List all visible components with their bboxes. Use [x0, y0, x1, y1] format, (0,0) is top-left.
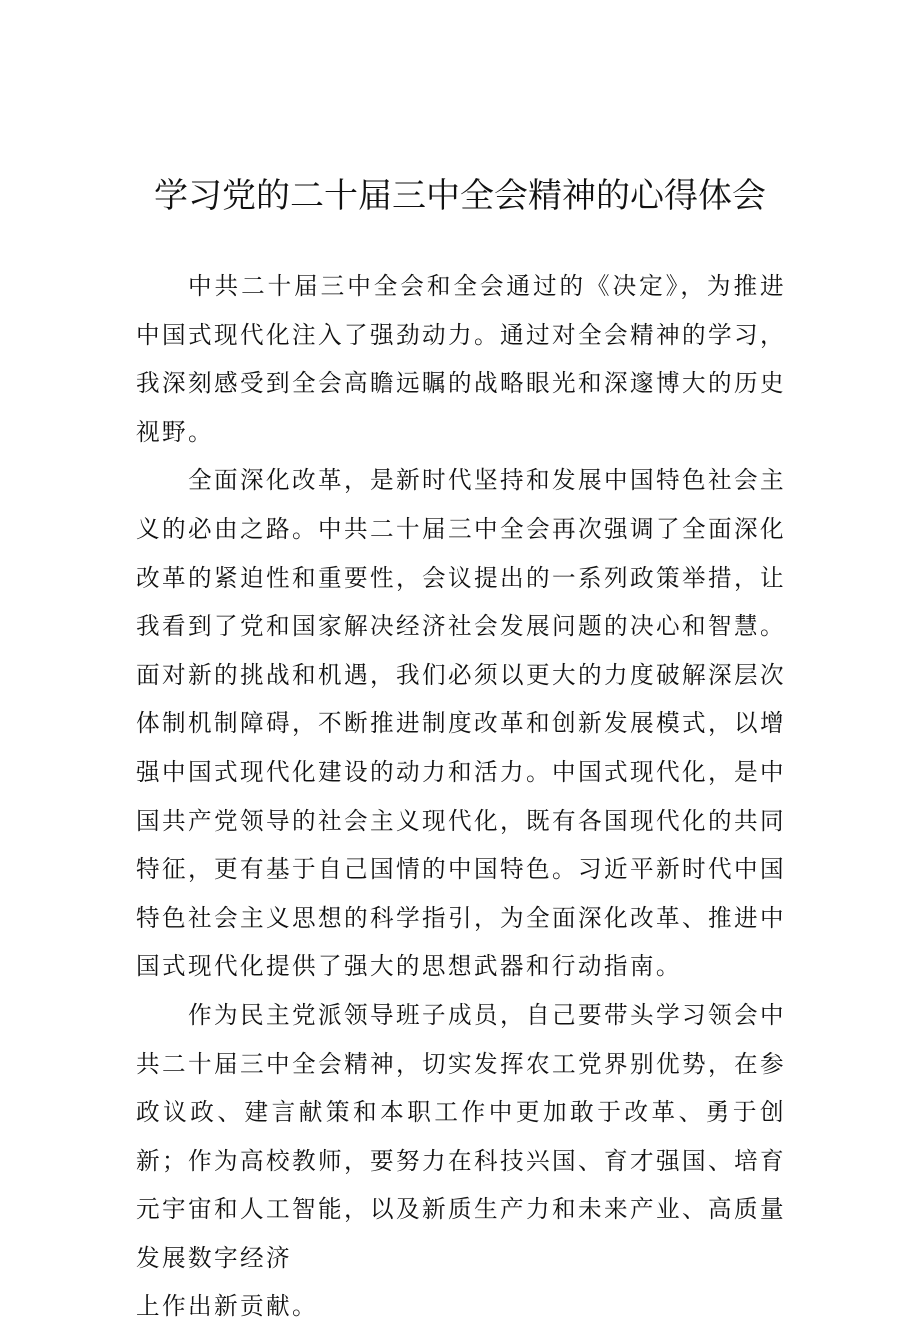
- paragraph-2: 全面深化改革，是新时代坚持和发展中国特色社会主义的必由之路。中共二十届三中全会再次强调了全面深化改革的紧迫性和重要性，会议提出的一系列政策举措，让我看到了党和国家解决经济社会发展问题的决心和智慧。面对新的挑战和机遇，我们必须以更大的力度破解深层次体制机制障碍，不断推进制度改革和创新发展模式，以增强中国式现代化建设的动力和活力。中国式现代化，是中国共产党领导的社会主义现代化，既有各国现代化的共同特征，更有基于自己国情的中国特色。习近平新时代中国特色社会主义思想的科学指引，为全面深化改革、推进中国式现代化提供了强大的思想武器和行动指南。: [136, 466, 786, 981]
- document-title: 学习党的二十届三中全会精神的心得体会: [154, 176, 766, 216]
- document-body: [136, 262, 786, 1331]
- paragraph-3-continuation: 上作出新贡献。: [136, 1292, 318, 1321]
- paragraph-1: 中共二十届三中全会和全会通过的《决定》，为推进中国式现代化注入了强劲动力。通过对全会精神的学习，我深刻感受到全会高瞻远瞩的战略眼光和深邃博大的历史视野。: [136, 272, 786, 446]
- paragraph-3: 作为民主党派领导班子成员，自己要带头学习领会中共二十届三中全会精神，切实发挥农工党界别优势，在参政议政、建言献策和本职工作中更加敢于改革、勇于创新；作为高校教师，要努力在科技兴国、育才强国、培育元宇宙和人工智能，以及新质生产力和未来产业、高质量发展数字经济: [136, 1000, 786, 1272]
